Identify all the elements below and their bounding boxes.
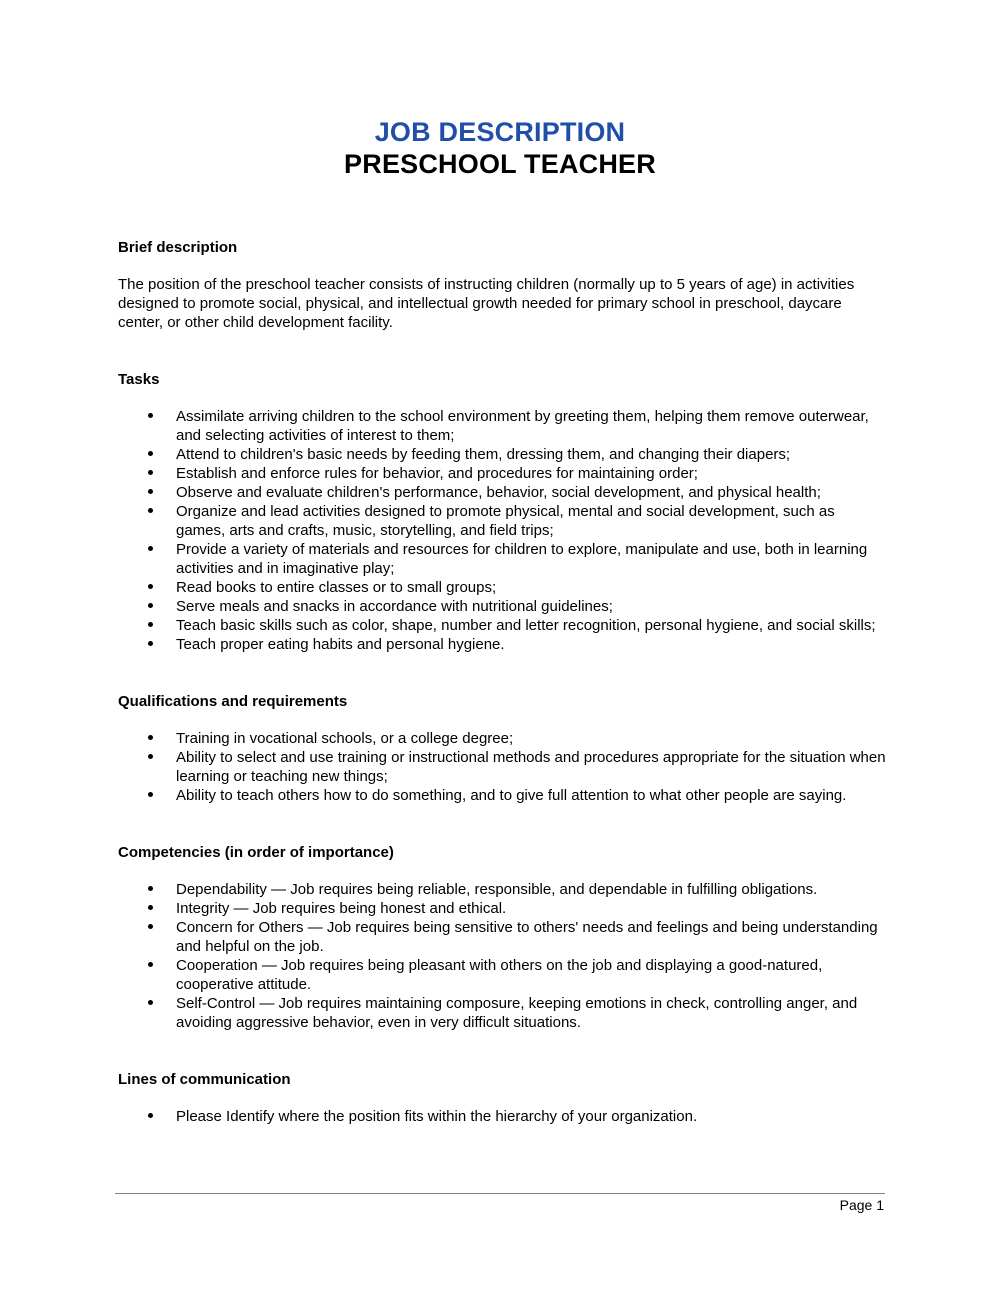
bullet-icon bbox=[148, 603, 153, 608]
bullet-icon bbox=[148, 792, 153, 797]
document-body bbox=[118, 238, 888, 1126]
list-item: Observe and evaluate children's performance, behavior, social development, and physical health; bbox=[118, 483, 888, 502]
list-item: Assimilate arriving children to the school environment by greeting them, helping them remove outerwear, and selecting activities of interest to them; bbox=[118, 407, 888, 445]
list-item: Ability to select and use training or instructional methods and procedures appropriate for the situation when learning or teaching new things; bbox=[118, 748, 888, 786]
list-item: Please Identify where the position fits within the hierarchy of your organization. bbox=[118, 1107, 888, 1126]
section-tasks bbox=[118, 370, 888, 654]
list-item: Ability to teach others how to do something, and to give full attention to what other people are saying. bbox=[118, 786, 888, 805]
communication-list bbox=[118, 1107, 888, 1126]
list-item: Integrity — Job requires being honest and ethical. bbox=[118, 899, 888, 918]
list-item: Dependability — Job requires being reliable, responsible, and dependable in fulfilling obligations. bbox=[118, 880, 888, 899]
section-heading: Qualifications and requirements bbox=[118, 693, 348, 710]
section-heading: Competencies (in order of importance) bbox=[118, 844, 394, 861]
bullet-icon bbox=[148, 735, 153, 740]
section-qualifications bbox=[118, 692, 888, 805]
section-competencies bbox=[118, 843, 888, 1032]
section-heading: Tasks bbox=[118, 371, 160, 388]
list-item: Organize and lead activities designed to promote physical, mental and social development, such as games, arts and crafts, music, storytelling, and field trips; bbox=[118, 502, 888, 540]
list-item: Establish and enforce rules for behavior, and procedures for maintaining order; bbox=[118, 464, 888, 483]
tasks-list bbox=[118, 407, 888, 654]
section-heading: Lines of communication bbox=[118, 1071, 291, 1088]
bullet-icon bbox=[148, 754, 153, 759]
bullet-icon bbox=[148, 622, 153, 627]
bullet-icon bbox=[148, 1000, 153, 1005]
list-item: Concern for Others — Job requires being sensitive to others' needs and feelings and being understanding and helpful on the job. bbox=[118, 918, 888, 956]
qualifications-list bbox=[118, 729, 888, 805]
bullet-icon bbox=[148, 413, 153, 418]
bullet-icon bbox=[148, 546, 153, 551]
section-heading: Brief description bbox=[118, 239, 238, 256]
brief-description-text: The position of the preschool teacher consists of instructing children (normally up to 5 years of age) in activities designed to promote social, physical, and intellectual growth needed for primary school in preschool, daycare center, or other child development facility. bbox=[118, 276, 855, 331]
list-item: Provide a variety of materials and resources for children to explore, manipulate and use, both in learning activities and in imaginative play; bbox=[118, 540, 888, 578]
list-item: Teach basic skills such as color, shape, number and letter recognition, personal hygiene, and social skills; bbox=[118, 616, 888, 635]
bullet-icon bbox=[148, 924, 153, 929]
bullet-icon bbox=[148, 451, 153, 456]
document-title bbox=[0, 116, 1000, 180]
list-item: Read books to entire classes or to small groups; bbox=[118, 578, 888, 597]
list-item: Training in vocational schools, or a college degree; bbox=[118, 729, 888, 748]
section-lines-of-communication bbox=[118, 1070, 888, 1126]
bullet-icon bbox=[148, 508, 153, 513]
footer-divider bbox=[115, 1193, 885, 1194]
list-item: Teach proper eating habits and personal hygiene. bbox=[118, 635, 888, 654]
bullet-icon bbox=[148, 584, 153, 589]
bullet-icon bbox=[148, 641, 153, 646]
bullet-icon bbox=[148, 1113, 153, 1118]
list-item: Self-Control — Job requires maintaining composure, keeping emotions in check, controlling anger, and avoiding aggressive behavior, even in very difficult situations. bbox=[118, 994, 888, 1032]
section-brief-description bbox=[118, 238, 888, 332]
list-item: Attend to children's basic needs by feeding them, dressing them, and changing their diapers; bbox=[118, 445, 888, 464]
bullet-icon bbox=[148, 489, 153, 494]
list-item: Cooperation — Job requires being pleasant with others on the job and displaying a good-natured, cooperative attitude. bbox=[118, 956, 888, 994]
bullet-icon bbox=[148, 470, 153, 475]
competencies-list bbox=[118, 880, 888, 1032]
title-job-description: JOB DESCRIPTION bbox=[374, 117, 626, 147]
bullet-icon bbox=[148, 962, 153, 967]
bullet-icon bbox=[148, 905, 153, 910]
title-position: PRESCHOOL TEACHER bbox=[344, 149, 656, 179]
bullet-icon bbox=[148, 886, 153, 891]
list-item: Serve meals and snacks in accordance with nutritional guidelines; bbox=[118, 597, 888, 616]
page-number: Page 1 bbox=[839, 1197, 884, 1213]
